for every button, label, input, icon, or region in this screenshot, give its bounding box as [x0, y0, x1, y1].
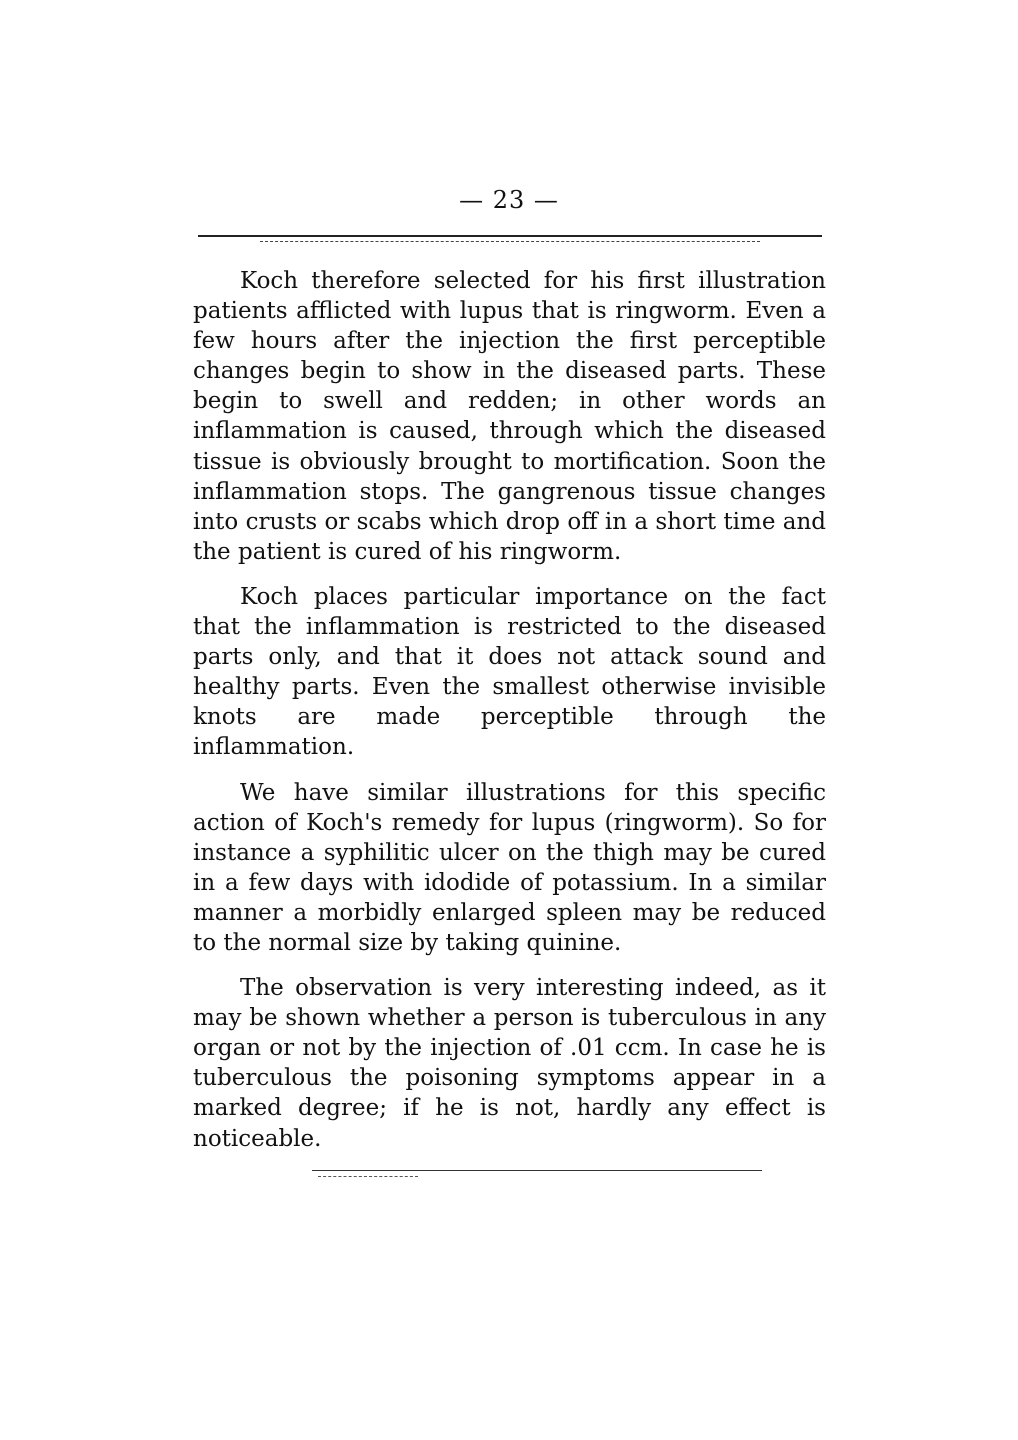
paragraph: Koch therefore selected for his first illustration patients afflicted with lupus that is ringworm. Even a few hours after the injection the first perceptible changes begin to show in the diseased parts. These begin to swell and redden; in other words an inflammation is caused, through which the diseased tissue is obviously brought to mortification. Soon the inflammation stops. The gangrenous tissue changes into crusts or scabs which drop off in a short time and the patient is cured of his ringworm. — [193, 268, 826, 565]
paragraph: We have similar illustrations for this specific action of Koch's remedy for lupus (ringworm). So for instance a syphilitic ulcer on the thigh may be cured in a few days with idodide of potassium. In a similar manner a morbidly enlarged spleen may be reduced to the normal size by taking quinine. — [193, 779, 826, 956]
body-text — [193, 266, 826, 1154]
paragraph: The observation is very interesting indeed, as it may be shown whether a person is tuberculous in any organ or not by the injection of .01 ccm. In case he is tuberculous the poisoning symptoms appear in a marked degree; if he is not, hardly any effect is noticeable. — [193, 975, 826, 1152]
page-number: — 23 — — [459, 186, 559, 214]
footer-rule-secondary — [318, 1176, 418, 1177]
paragraph: Koch places particular importance on the fact that the inflammation is restricted to the diseased parts only, and that it does not attack sound and healthy parts. Even the smallest otherwise invisible knots are made perceptible through the inflammation. — [193, 583, 826, 761]
header-rule — [198, 235, 822, 237]
footer-rule — [312, 1170, 762, 1171]
header-rule-secondary — [260, 241, 760, 242]
